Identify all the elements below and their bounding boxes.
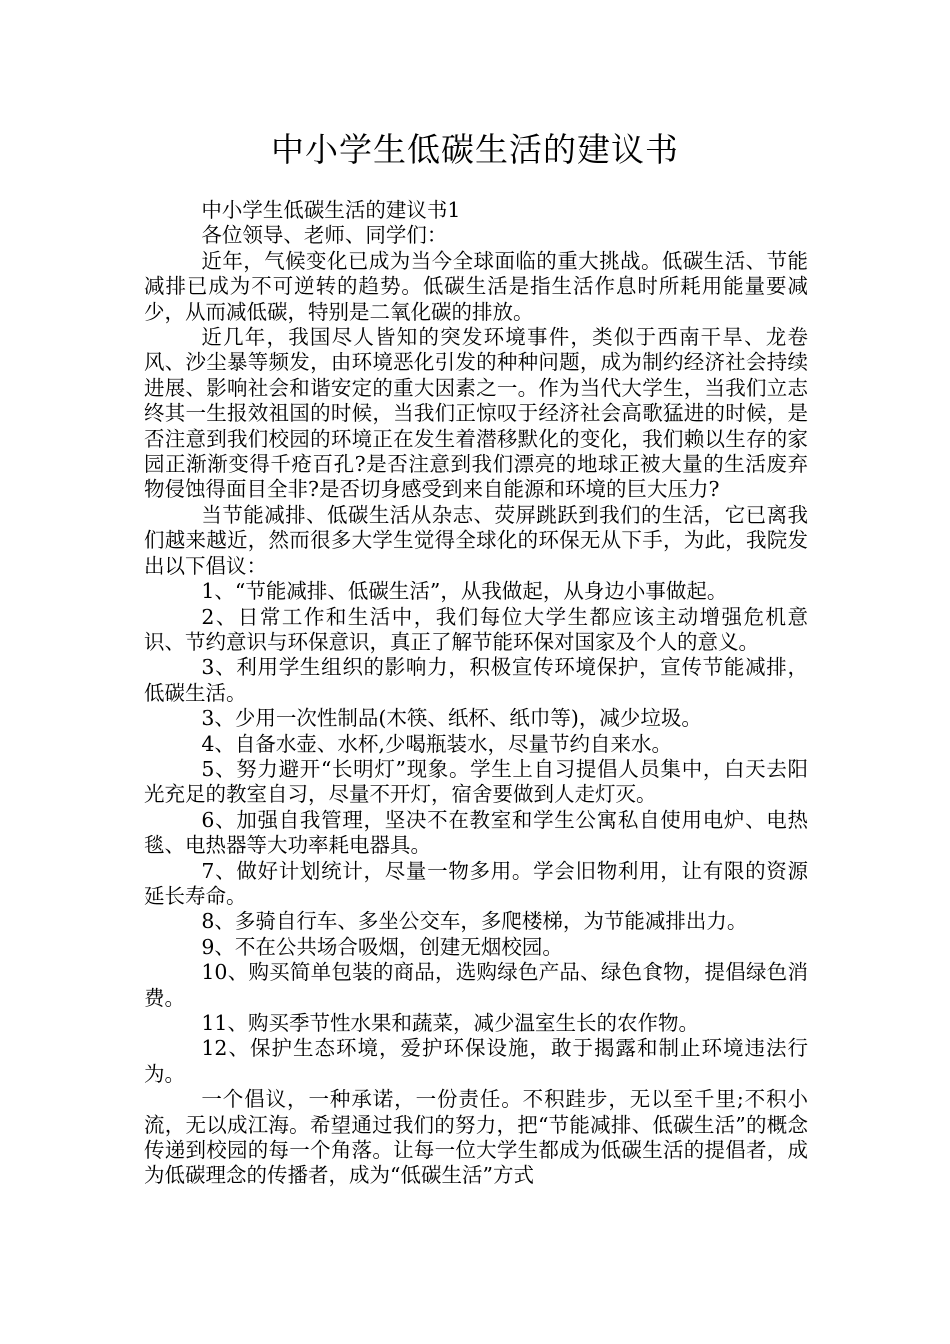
- list-item: 8、多骑自行车、多坐公交车，多爬楼梯，为节能减排出力。: [201, 909, 748, 934]
- list-item: 9、不在公共场合吸烟，创建无烟校园。: [201, 934, 563, 959]
- list-item: 6、加强自我管理，坚决不在教室和学生公寓私自使用电炉、电热毯、电热器等大功率耗电器具。: [144, 807, 808, 858]
- paragraph: 近几年，我国尽人皆知的突发环境事件，类似于西南干旱、龙卷风、沙尘暴等频发，由环境恶化引发的种种问题，成为制约经济社会持续进展、影响社会和谐安定的重大因素之一。作为当代大学生，当我们立志终其一生报效祖国的时候，当我们正惊叹于经济社会高歌猛进的时候，是否注意到我们校园的环境正在发生着潜移默化的变化，我们赖以生存的家园正渐渐变得千疮百孔?是否注意到我们漂亮的地球正被大量的生活废弃物侵蚀得面目全非?是否切身感受到来自能源和环境的巨大压力?: [144, 325, 808, 502]
- paragraph: 当节能减排、低碳生活从杂志、荧屏跳跃到我们的生活，它已离我们越来越近，然而很多大学生觉得全球化的环保无从下手，为此，我院发出以下倡议：: [144, 502, 808, 578]
- list-item: 7、做好计划统计，尽量一物多用。学会旧物利用，让有限的资源延长寿命。: [144, 858, 808, 908]
- document-title: 中小学生低碳生活的建议书: [271, 130, 679, 169]
- salutation: 各位领导、老师、同学们：: [201, 223, 448, 248]
- list-item: 2、日常工作和生活中，我们每位大学生都应该主动增强危机意识、节约意识与环保意识，真正了解节能环保对国家及个人的意义。: [144, 604, 808, 654]
- list-item: 12、保护生态环境，爱护环保设施，敢于揭露和制止环境违法行为。: [144, 1036, 808, 1086]
- list-item: 4、自备水壶、水杯,少喝瓶装水，尽量节约自来水。: [201, 731, 672, 756]
- paragraph: 近年，气候变化已成为当今全球面临的重大挑战。低碳生活、节能减排已成为不可逆转的趋势。低碳生活是指生活作息时所耗用能量要减少，从而减低碳，特别是二氧化碳的排放。: [144, 248, 808, 324]
- subtitle: 中小学生低碳生活的建议书1: [201, 198, 461, 222]
- list-item: 3、少用一次性制品(木筷、纸杯、纸巾等)，减少垃圾。: [201, 706, 702, 731]
- list-item: 3、利用学生组织的影响力，积极宣传环境保护，宣传节能减排，低碳生活。: [144, 655, 808, 705]
- document-body: [144, 198, 808, 1189]
- list-item: 10、购买简单包装的商品，选购绿色产品、绿色食物，提倡绿色消费。: [144, 960, 808, 1010]
- list-item: 5、努力避开“长明灯”现象。学生上自习提倡人员集中，白天去阳光充足的教室自习，尽量不开灯，宿舍要做到人走灯灭。: [144, 756, 808, 807]
- list-item: 11、购买季节性水果和蔬菜，减少温室生长的农作物。: [201, 1011, 699, 1035]
- list-item: 1、“节能减排、低碳生活”，从我做起，从身边小事做起。: [201, 579, 728, 604]
- paragraph: 一个倡议，一种承诺，一份责任。不积跬步，无以至千里;不积小流，无以成江海。希望通过我们的努力，把“节能减排、低碳生活”的概念传递到校园的每一个角落。让每一位大学生都成为低碳生活的提倡者，成为低碳理念的传播者，成为“低碳生活”方式: [144, 1087, 808, 1188]
